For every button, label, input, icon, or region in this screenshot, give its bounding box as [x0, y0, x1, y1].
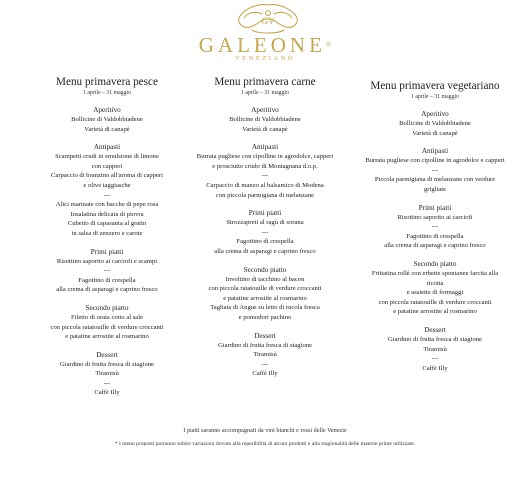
dish-line: Varietà di canapè — [242, 125, 288, 133]
menu-title: Menu primavera carne — [214, 76, 316, 88]
dish-line: Risottino saporito ai carciofi e scampi — [56, 257, 158, 265]
dish-line: Bollicine di Valdobbiadene — [229, 116, 301, 123]
dish-line: Involtino di tacchino al bacon — [225, 275, 305, 283]
dish-line: Caffè Illy — [94, 389, 120, 397]
section-title: Aperitivo — [93, 106, 121, 114]
dish-line: Insalatina delicata di piovra — [70, 210, 144, 218]
menu-section — [350, 203, 520, 251]
menu-section — [22, 105, 192, 134]
section-title: Secondo piatto — [413, 259, 457, 268]
dish-line: Varietà di canapè — [84, 125, 130, 133]
menu-section — [350, 259, 520, 317]
dish-line: e pomodori pachino — [238, 313, 292, 321]
section-title: Primi piatti — [418, 203, 452, 212]
dish-line: e patatine arrostite al rosmarino — [393, 308, 477, 316]
dish-line: Alici marinate con bacche di pepe rosa — [55, 201, 159, 209]
section-title: Aperitivo — [251, 106, 279, 114]
galeone-logo-icon — [228, 2, 308, 36]
dish-line: Tiramisù — [253, 351, 277, 359]
dish-line: e olive taggiasche — [83, 181, 131, 189]
section-title: Dessert — [254, 331, 276, 340]
dish-line: Tiramisù — [95, 370, 119, 378]
dish-line: Burrata pugliese con cipolline in agrodolce, capperi — [196, 153, 334, 161]
dish-line: Cubetto di capasanta al gratin — [67, 220, 147, 228]
dish-line: e patatine arrostite al rosmarino — [223, 294, 307, 302]
menu-date: 1 aprile – 31 maggio — [83, 90, 131, 96]
dish-line: con piccola ratatouille di verdure croccanti — [378, 298, 492, 306]
dish-line: Giardino di frutta fresca di stagione — [388, 335, 482, 343]
dish-line: grigliate — [424, 185, 446, 193]
header — [0, 0, 530, 72]
dish-line: alla crema di asparagi e caprino fresco — [214, 247, 316, 255]
dish-line: Strozzapreti al ragù di sorana — [226, 219, 304, 227]
separator: --- — [103, 267, 111, 275]
dish-line: e patatine arrostite al rosmarino — [65, 333, 149, 341]
separator: --- — [261, 360, 269, 368]
menu-section — [180, 265, 350, 323]
dish-line: Tagliata di Angus su letto di rucola fresca — [210, 304, 320, 312]
menu-section — [22, 303, 192, 342]
dish-line: con piccola parmigiana di melanzane — [215, 191, 315, 199]
dish-line: e prosciutto crudo di Montagnana d.o.p. — [212, 162, 318, 170]
dish-line: con piccola ratatouille di verdure croccanti — [50, 323, 164, 331]
separator: --- — [261, 172, 269, 180]
dish-line: Fagottino di crespella — [236, 238, 294, 246]
footer-note: I piatti saranno accompagnati da vini bianchi e rossi delle Venezie — [183, 427, 347, 434]
separator: --- — [431, 166, 439, 174]
menu-section — [22, 142, 192, 238]
menu-section — [350, 109, 520, 138]
dish-line: ricotta — [426, 279, 444, 287]
separator: --- — [431, 223, 439, 231]
separator: --- — [431, 355, 439, 363]
dish-line: Burrata pugliese con cipolline in agrodolce e capperi — [365, 157, 505, 165]
footer-disclaimer: * I menu proposti potranno subire variazioni dovute alla reperibilità di alcuni prodotti e alla stagionalità delle materie prime utilizzate. — [114, 441, 416, 447]
menu-section — [180, 331, 350, 379]
menu-section — [180, 142, 350, 200]
section-title: Secondo piatto — [243, 265, 287, 274]
dish-line: con piccola ratatouille di verdure croccanti — [208, 285, 322, 293]
dish-line: Scampetti crudi in emulsione di limone — [55, 153, 159, 161]
menu-column-carne — [180, 76, 350, 379]
dish-line: Caffè Illy — [422, 364, 448, 372]
dish-line: con capperi — [91, 162, 123, 170]
menu-title: Menu primavera pesce — [56, 76, 158, 88]
dish-line: Giardino di frutta fresca di stagione — [60, 360, 154, 368]
dish-line: Fagottino di crespella — [406, 232, 464, 240]
dish-line: Bollicine di Valdobbiadene — [399, 120, 471, 127]
menu-section — [350, 146, 520, 194]
menu-column-pesce — [22, 76, 192, 398]
section-title: Antipasti — [421, 147, 449, 156]
separator: --- — [261, 228, 269, 236]
section-title: Primi piatti — [90, 247, 124, 256]
dish-line: Risottino saporito ai carciofi — [397, 213, 473, 221]
svg-text:GV: GV — [261, 16, 275, 26]
dish-line: alla crema di asparagi e caprino fresco — [384, 242, 486, 250]
dish-line: alla crema di asparagi e caprino fresco — [56, 286, 158, 294]
menu-section — [180, 208, 350, 256]
dish-line: Bollicine di Valdobbiadene — [71, 116, 143, 123]
dish-line: Carpaccio di manzo al balsamico di Modena — [206, 181, 324, 189]
dish-line: Filetto di orata cotto al sale — [71, 313, 143, 321]
dish-line: Giardino di frutta fresca di stagione — [218, 341, 312, 349]
section-title: Primi piatti — [248, 209, 282, 218]
menu-title: Menu primavera vegetariano — [370, 80, 500, 92]
section-title: Antipasti — [251, 143, 279, 152]
dish-line: e assiette di formaggi — [406, 289, 464, 297]
section-title: Antipasti — [93, 143, 121, 152]
menu-section — [180, 105, 350, 134]
menu-date: 1 aprile – 31 maggio — [411, 94, 459, 100]
section-title: Secondo piatto — [85, 303, 129, 312]
separator: --- — [103, 379, 111, 387]
brand-subtitle: VENEZIANO — [234, 55, 296, 62]
dish-line: Carpaccio di branzino all'aroma di capperi — [51, 172, 163, 180]
menu-section — [22, 247, 192, 295]
dish-line: Varietà di canapè — [412, 129, 458, 137]
section-title: Dessert — [96, 350, 118, 359]
dish-line: in salsa di zenzero e carote — [71, 229, 143, 237]
section-title: Aperitivo — [421, 110, 449, 118]
separator: --- — [103, 191, 111, 199]
menu-date: 1 aprile – 31 maggio — [241, 90, 289, 96]
brand-title: GALEONE® — [198, 33, 332, 57]
menu-section — [22, 350, 192, 398]
menu-section — [350, 325, 520, 373]
section-title: Dessert — [424, 325, 446, 334]
dish-line: Fagottino di crespella — [78, 276, 136, 284]
dish-line: Frittatina rollè con erbette spontanee farcita alla — [371, 269, 499, 277]
dish-line: Tiramisù — [423, 345, 447, 353]
menu-column-vegetariano — [350, 80, 520, 373]
dish-line: Caffè Illy — [252, 370, 278, 378]
dish-line: Piccola parmigiana di melanzane con verdure — [374, 176, 496, 184]
